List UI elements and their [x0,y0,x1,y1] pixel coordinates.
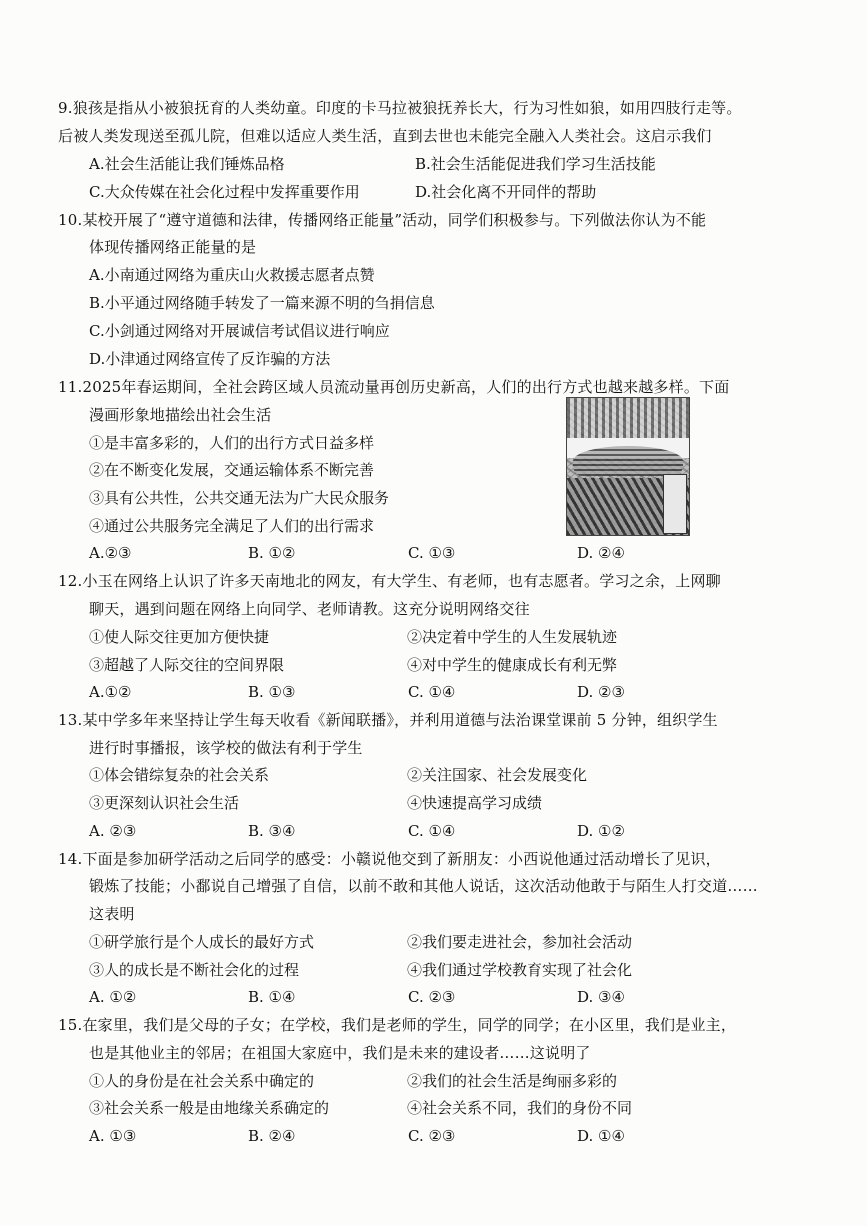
q12-statement-3: ③超越了人际交往的空间界限 [89,656,285,674]
q9-stem-line-2: 后被人类发现送至孤儿院，但难以适应人类生活，直到去世也未能完全融入人类社会。这启示我们 [58,127,712,145]
q15-option-c: C. ②③ [408,1127,456,1145]
q11-statement-1: ①是丰富多彩的，人们的出行方式日益多样 [89,434,375,452]
q14-option-b: B. ①④ [248,988,296,1006]
q9-option-c: C.大众传媒在社会化过程中发挥重要作用 [89,183,360,201]
q9-option-b: B.社会生活能促进我们学习生活技能 [415,155,656,173]
q10-stem-line-1: 10.某校开展了“遵守道德和法律，传播网络正能量”活动，同学们积极参与。下列做法你认为不能 [58,211,707,229]
q11-stem-line-1: 11.2025年春运期间，全社会跨区域人员流动量再创历史新高，人们的出行方式也越来越多样。下面 [58,378,730,396]
q9-option-d: D.社会化离不开同伴的帮助 [415,183,597,201]
q12-statement-1: ①使人际交往更加方便快捷 [89,628,270,646]
q13-statement-1: ①体会错综复杂的社会关系 [89,766,270,784]
q15-statement-4: ④社会关系不同，我们的身份不同 [407,1099,633,1117]
q15-stem-line-1: 15.在家里，我们是父母的子女；在学校，我们是老师的学生，同学的同学；在小区里，我们是业主， [58,1016,737,1034]
q10-option-c: C.小剑通过网络对开展诚信考试倡议进行响应 [89,322,390,340]
q14-stem-line-1: 14.下面是参加研学活动之后同学的感受：小赣说他交到了新朋友：小西说他通过活动增长了见识， [58,850,721,868]
q14-statement-3: ③人的成长是不断社会化的过程 [89,961,300,979]
q11-stem-line-2: 漫画形象地描绘出社会生活 [89,406,272,424]
q15-stem-line-2: 也是其他业主的邻居；在祖国大家庭中，我们是未来的建设者……这说明了 [89,1044,591,1062]
q9-stem-line-1: 9.狼孩是指从小被狼抚育的人类幼童。印度的卡马拉被狼抚养长大，行为习性如狼，如用四肢行走等。 [58,99,742,117]
q13-option-d: D. ①② [577,822,625,840]
q13-stem-line-2: 进行时事播报，该学校的做法有利于学生 [89,739,363,757]
q10-option-d: D.小津通过网络宣传了反诈骗的方法 [89,350,331,368]
q15-statement-1: ①人的身份是在社会关系中确定的 [89,1072,315,1090]
q9-option-a: A.社会生活能让我们锤炼品格 [89,155,285,173]
q11-statement-2: ②在不断变化发展，交通运输体系不断完善 [89,461,375,479]
q15-statement-3: ③社会关系一般是由地缘关系确定的 [89,1099,330,1117]
q11-option-c: C. ①③ [408,544,456,562]
q11-option-a: A.②③ [89,544,132,562]
q14-option-a: A. ①② [89,988,137,1006]
q11-option-d: D. ②④ [577,544,625,562]
q13-stem-line-1: 13.某中学多年来坚持让学生每天收看《新闻联播》，并利用道德与法治课堂课前 5 分钟，组织学生 [58,711,718,729]
q11-statement-3: ③具有公共性，公共交通无法为广大民众服务 [89,489,390,507]
q12-option-c: C. ①④ [408,683,456,701]
q10-option-b: B.小平通过网络随手转发了一篇来源不明的刍捐信息 [89,294,435,312]
q15-statement-2: ②我们的社会生活是绚丽多彩的 [407,1072,618,1090]
q11-option-b: B. ①② [248,544,296,562]
q12-stem-line-2: 聊天，遇到问题在网络上向同学、老师请教。这充分说明网络交往 [89,600,530,618]
q12-option-d: D. ②③ [577,683,625,701]
q14-option-c: C. ②③ [408,988,456,1006]
q13-option-a: A. ②③ [89,822,137,840]
q13-statement-2: ②关注国家、社会发展变化 [407,766,588,784]
q14-statement-2: ②我们要走进社会，参加社会活动 [407,933,633,951]
q15-option-d: D. ①④ [577,1127,625,1145]
q13-statement-3: ③更深刻认识社会生活 [89,794,240,812]
q13-option-c: C. ①④ [408,822,456,840]
q11-statement-4: ④通过公共服务完全满足了人们的出行需求 [89,517,375,535]
q14-statement-1: ①研学旅行是个人成长的最好方式 [89,933,315,951]
q14-stem-line-2: 锻炼了技能；小鄱说自己增强了自信，以前不敢和其他人说话，这次活动他敢于与陌生人打交道…… [89,877,758,895]
q14-statement-4: ④我们通过学校教育实现了社会化 [407,961,633,979]
q12-option-b: B. ①③ [248,683,296,701]
q14-option-d: D. ③④ [577,988,625,1006]
q15-option-a: A. ①③ [89,1127,137,1145]
q15-option-b: B. ②④ [248,1127,296,1145]
q13-option-b: B. ③④ [248,822,296,840]
q12-statement-4: ④对中学生的健康成长有利无弊 [407,656,618,674]
q13-statement-4: ④快速提高学习成绩 [407,794,543,812]
q12-option-a: A.①② [89,683,132,701]
q10-option-a: A.小南通过网络为重庆山火救援志愿者点赞 [89,266,375,284]
q12-statement-2: ②决定着中学生的人生发展轨迹 [407,628,618,646]
q12-stem-line-1: 12.小玉在网络上认识了许多天南地北的网友，有大学生、有老师，也有志愿者。学习之余，上网聊 [58,572,721,590]
q11-comic-image [566,397,690,536]
q10-stem-line-2: 体现传播网络正能量的是 [89,238,257,256]
q14-stem-line-3: 这表明 [89,905,135,923]
